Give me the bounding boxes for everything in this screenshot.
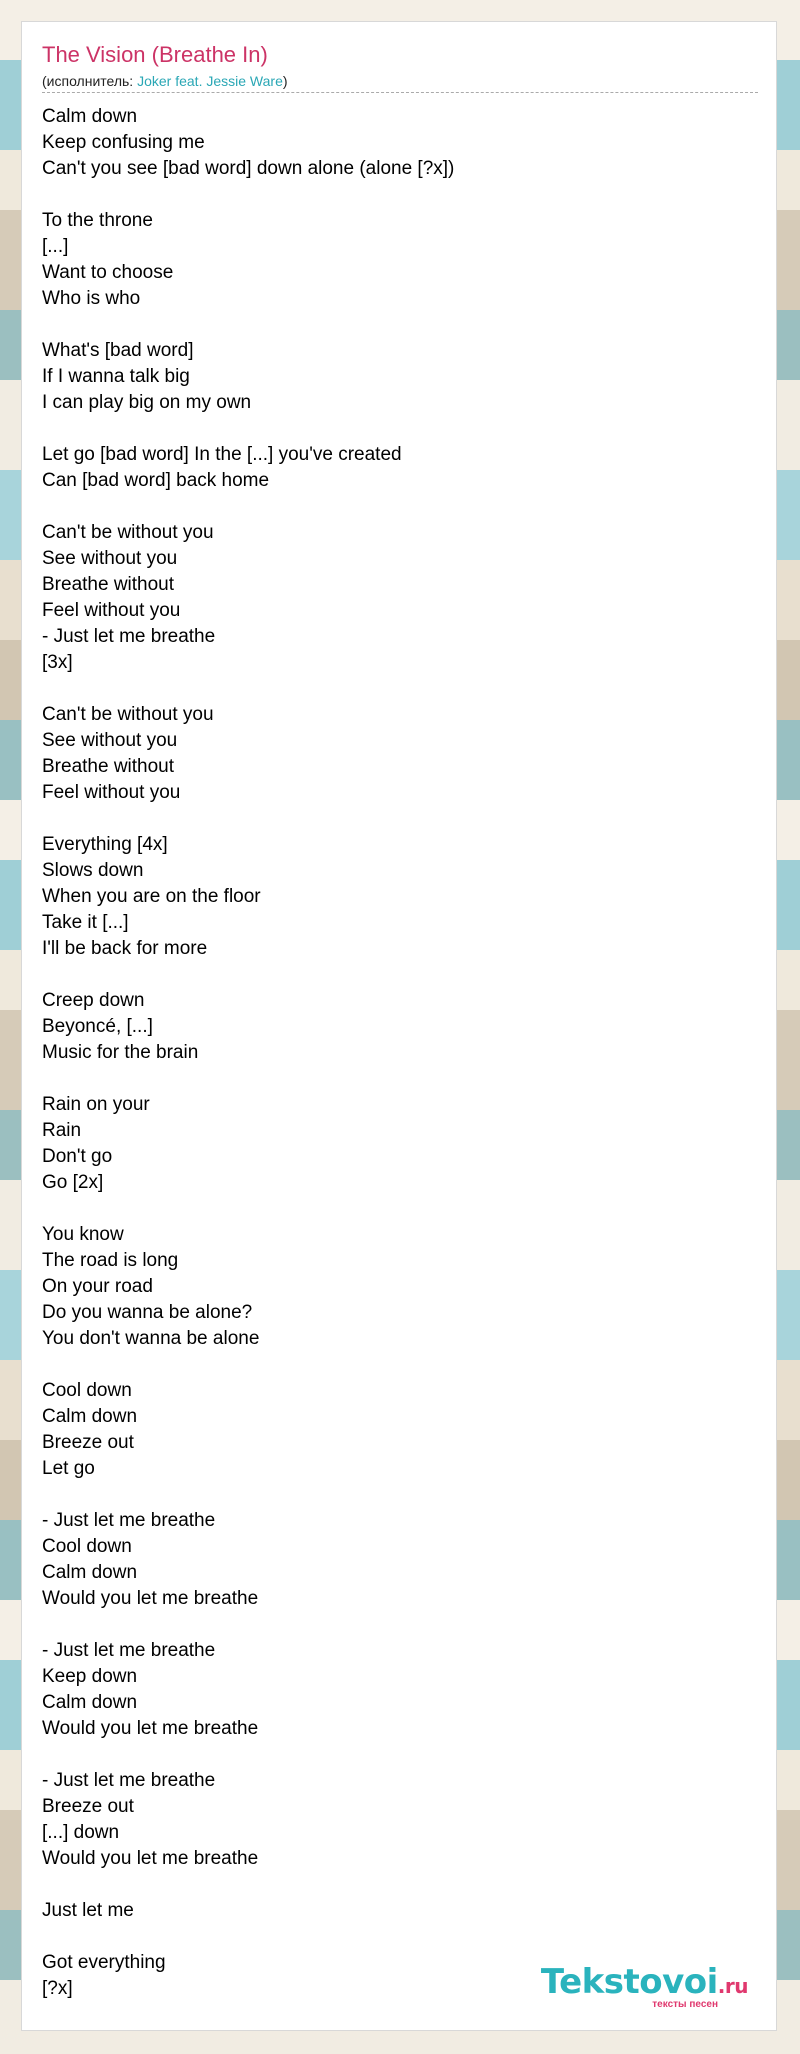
lyric-line: Breathe without — [42, 574, 175, 595]
lyric-line: Would you let me breathe — [42, 1718, 259, 1739]
lyric-line: - Just let me breathe — [42, 1770, 216, 1791]
lyric-blank-line — [42, 182, 758, 208]
logo-tld: .ru — [717, 1974, 748, 1998]
lyric-blank-line — [42, 494, 758, 520]
lyrics-card — [21, 21, 777, 2031]
lyric-blank-line — [42, 312, 758, 338]
lyric-line: The road is long — [42, 1250, 179, 1271]
lyric-line: Beyoncé, [...] — [42, 1016, 153, 1037]
lyric-line: See without you — [42, 548, 178, 569]
logo-text: Tekstovoi — [540, 1962, 718, 2002]
lyric-blank-line — [42, 1482, 758, 1508]
lyric-line: [3x] — [42, 652, 73, 673]
lyric-line: Would you let me breathe — [42, 1588, 259, 1609]
lyric-line: Can't be without you — [42, 704, 214, 725]
lyric-line: Do you wanna be alone? — [42, 1302, 253, 1323]
lyric-line: Take it [...] — [42, 912, 129, 933]
lyric-line: If I wanna talk big — [42, 366, 190, 387]
lyric-line: Cool down — [42, 1380, 132, 1401]
lyric-blank-line — [42, 1352, 758, 1378]
lyric-line: Calm down — [42, 1692, 138, 1713]
lyric-line: [...] down — [42, 1822, 120, 1843]
lyric-line: [...] — [42, 236, 69, 257]
lyric-line: Would you let me breathe — [42, 1848, 259, 1869]
lyric-line: Don't go — [42, 1146, 113, 1167]
lyric-line: Slows down — [42, 860, 144, 881]
lyric-line: Keep confusing me — [42, 132, 205, 153]
logo-tagline: тексты песен — [652, 1999, 718, 2010]
lyric-line: Go [2x] — [42, 1172, 104, 1193]
lyric-line: - Just let me breathe — [42, 626, 216, 647]
lyric-line: You know — [42, 1224, 124, 1245]
lyric-line: Breeze out — [42, 1432, 134, 1453]
lyric-blank-line — [42, 416, 758, 442]
lyrics-body — [42, 104, 758, 2002]
lyric-line: Can [bad word] back home — [42, 470, 270, 491]
lyric-line: Cool down — [42, 1536, 132, 1557]
lyric-blank-line — [42, 1924, 758, 1950]
lyric-blank-line — [42, 676, 758, 702]
lyric-line: Rain on your — [42, 1094, 150, 1115]
lyric-line: Got everything — [42, 1952, 166, 1973]
artist-suffix: ) — [282, 73, 288, 89]
lyric-blank-line — [42, 806, 758, 832]
lyric-line: I can play big on my own — [42, 392, 252, 413]
lyric-line: I'll be back for more — [42, 938, 208, 959]
lyric-line: Can't you see [bad word] down alone (alone [?x]) — [42, 158, 455, 179]
lyric-line: See without you — [42, 730, 178, 751]
lyric-blank-line — [42, 1742, 758, 1768]
lyric-line: Rain — [42, 1120, 82, 1141]
lyric-line: What's [bad word] — [42, 340, 194, 361]
lyric-line: - Just let me breathe — [42, 1510, 216, 1531]
lyric-line: Want to choose — [42, 262, 174, 283]
lyric-line: Let go [bad word] In the [...] you've created — [42, 444, 402, 465]
artist-line — [42, 72, 758, 93]
lyric-blank-line — [42, 1196, 758, 1222]
lyric-line: When you are on the floor — [42, 886, 261, 907]
lyric-line: Feel without you — [42, 600, 181, 621]
lyric-line: [?x] — [42, 1978, 73, 1999]
lyric-line: Calm down — [42, 1406, 138, 1427]
lyric-line: Who is who — [42, 288, 141, 309]
lyric-line: To the throne — [42, 210, 153, 231]
site-logo[interactable] — [541, 1964, 748, 2010]
lyric-blank-line — [42, 962, 758, 988]
lyric-line: Breathe without — [42, 756, 175, 777]
lyric-line: On your road — [42, 1276, 153, 1297]
lyric-blank-line — [42, 1066, 758, 1092]
lyric-line: Everything [4x] — [42, 834, 168, 855]
artist-prefix: (исполнитель: — [42, 73, 138, 89]
lyric-line: Let go — [42, 1458, 95, 1479]
lyric-line: Music for the brain — [42, 1042, 199, 1063]
lyric-blank-line — [42, 1872, 758, 1898]
lyric-blank-line — [42, 1612, 758, 1638]
artist-link[interactable]: Joker feat. Jessie Ware — [137, 73, 283, 89]
lyric-line: Breeze out — [42, 1796, 134, 1817]
lyric-line: Just let me — [42, 1900, 134, 1921]
lyric-line: Calm down — [42, 1562, 138, 1583]
lyric-line: Calm down — [42, 106, 138, 127]
lyric-line: - Just let me breathe — [42, 1640, 216, 1661]
song-title: The Vision (Breathe In) — [42, 42, 268, 67]
lyric-line: Can't be without you — [42, 522, 214, 543]
lyric-line: Feel without you — [42, 782, 181, 803]
lyric-line: You don't wanna be alone — [42, 1328, 260, 1349]
lyric-line: Creep down — [42, 990, 145, 1011]
lyric-line: Keep down — [42, 1666, 138, 1687]
